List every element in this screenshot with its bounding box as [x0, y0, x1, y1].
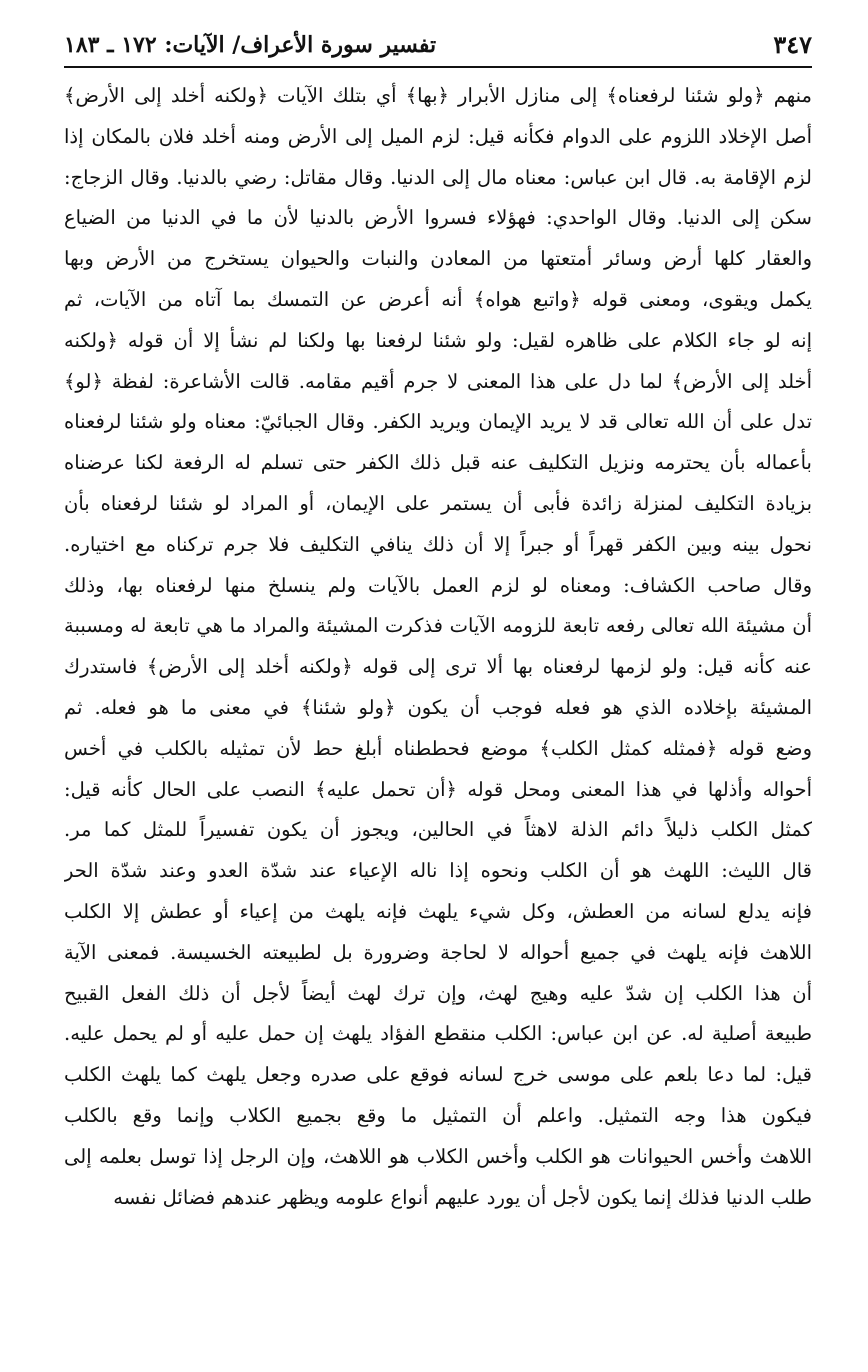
text-line: بزيادة التكليف لمنزلة زائدة فأبى أن يستمر على الإيمان، أو المراد لو شئنا لرفعناه بأن	[64, 491, 812, 515]
text-line: فإنه يدلع لسانه من العطش، وكل شيء يلهث فإنه يلهث من إعياء أو عطش إلا الكلب	[64, 899, 812, 923]
text-line: كمثل الكلب ذليلاً دائم الذلة لاهثاً في الحالين، ويجوز أن يكون تفسيراً للمثل كما مر.	[64, 818, 812, 842]
text-line: المشيئة بإخلاده الذي هو فعله فوجب أن يكون ﴿ولو شئنا﴾ في معنى ما هو فعله. ثم	[64, 695, 812, 719]
text-line: نحول بينه وبين الكفر قهراً أو جبراً إلا أن ذلك ينافي التكليف فلا جرم تركناه مع اختياره.	[64, 532, 812, 556]
text-line: إنه لو جاء الكلام على ظاهره لقيل: ولو شئنا لرفعنا بها ولكنا لم نشأ إلا أن قوله ﴿ولكنه	[64, 328, 812, 352]
text-line: أخلد إلى الأرض﴾ لما دل على هذا المعنى لا جرم أقيم مقامه. قالت الأشاعرة: لفظة ﴿لو﴾	[64, 369, 812, 393]
text-line: وضع قوله ﴿فمثله كمثل الكلب﴾ موضع فحططناه أبلغ حط لأن تمثيله بالكلب في أخس	[64, 736, 812, 760]
text-line: طلب الدنيا فذلك إنما يكون لأجل أن يورد عليهم أنواع علومه ويظهر عندهم فضائل نفسه	[113, 1185, 812, 1209]
text-line: طبيعة أصلية له. عن ابن عباس: الكلب منقطع الفؤاد يلهث إن حمل عليه أو لم يحمل عليه.	[64, 1022, 812, 1046]
text-line: بأعماله بأن يحترمه ونزيل التكليف عنه قبل ذلك الكفر حتى تسلم له الرفعة لكنا عرضناه	[64, 451, 812, 475]
page-header	[64, 30, 812, 68]
text-line: قال الليث: اللهث هو أن الكلب ونحوه إذا ناله الإعياء عند شدّة العدو وعند شدّة الحر	[64, 859, 812, 883]
text-line: سكن إلى الدنيا. وقال الواحدي: فهؤلاء فسروا الأرض بالدنيا لأن ما في الدنيا من الضياع	[64, 206, 812, 230]
text-line: وقال صاحب الكشاف: ومعناه لو لزم العمل بالآيات ولم ينسلخ منها لرفعناه بها، وذلك	[64, 573, 812, 597]
text-line: منهم ﴿ولو شئنا لرفعناه﴾ إلى منازل الأبرار ﴿بها﴾ أي بتلك الآيات ﴿ولكنه أخلد إلى الأرض﴾	[64, 84, 812, 107]
text-line: تدل على أن الله تعالى قد لا يريد الإيمان ويريد الكفر. وقال الجبائيّ: معناه ولو شئنا لرفعناه	[64, 410, 812, 434]
running-title: تفسير سورة الأعراف/ الآيات: ١٧٢ ـ ١٨٣	[64, 32, 437, 58]
page-number: ٣٤٧	[773, 30, 812, 59]
text-line: اللاهث فإنه يلهث في جميع أحواله لا لحاجة وضرورة بل لطبيعته الخسيسة. فمعنى الآية	[64, 940, 812, 964]
text-line: أن مشيئة الله تعالى رفعه تابعة للزومه الآيات فذكرت المشيئة والمراد ما هي تابعة له ومسببة	[64, 614, 812, 638]
text-line: فيكون هذا وجه التمثيل. واعلم أن التمثيل ما وقع بجميع الكلاب وإنما وقع بالكلب	[64, 1103, 812, 1127]
body-text	[64, 76, 812, 1218]
text-line: أصل الإخلاد اللزوم على الدوام فكأنه قيل: لزم الميل إلى الأرض ومنه أخلد فلان بالمكان إذا	[64, 124, 812, 148]
text-line: اللاهث وأخس الحيوانات هو الكلب وأخس الكلاب هو اللاهث، وإن الرجل إذا توسل بعلمه إلى	[64, 1144, 812, 1168]
text-line: أحواله وأذلها في هذا المعنى ومحل قوله ﴿أن تحمل عليه﴾ النصب على الحال كأنه قيل:	[64, 777, 812, 801]
text-line: عنه كأنه قيل: ولو لزمها لرفعناه بها ألا ترى إلى قوله ﴿ولكنه أخلد إلى الأرض﴾ فاستدرك	[64, 655, 812, 679]
text-line: يكمل ويقوى، ومعنى قوله ﴿واتبع هواه﴾ أنه أعرض عن التمسك بما آتاه من الآيات، ثم	[64, 287, 812, 311]
text-line: أن هذا الكلب إن شدّ عليه وهيج لهث، وإن ترك لهث أيضاً لأجل أن ذلك الفعل القبيح	[64, 981, 812, 1005]
text-line: قيل: لما دعا بلعم على موسى خرج لسانه فوقع على صدره وجعل يلهث كما يلهث الكلب	[64, 1063, 812, 1087]
text-line: لزم الإقامة به. قال ابن عباس: معناه مال إلى الدنيا. وقال مقاتل: رضي بالدنيا. وقال الزجاج:	[64, 165, 812, 189]
text-line: والعقار كلها أرض وسائر أمتعتها من المعادن والنبات والحيوان يستخرج من الأرض وبها	[64, 247, 812, 271]
